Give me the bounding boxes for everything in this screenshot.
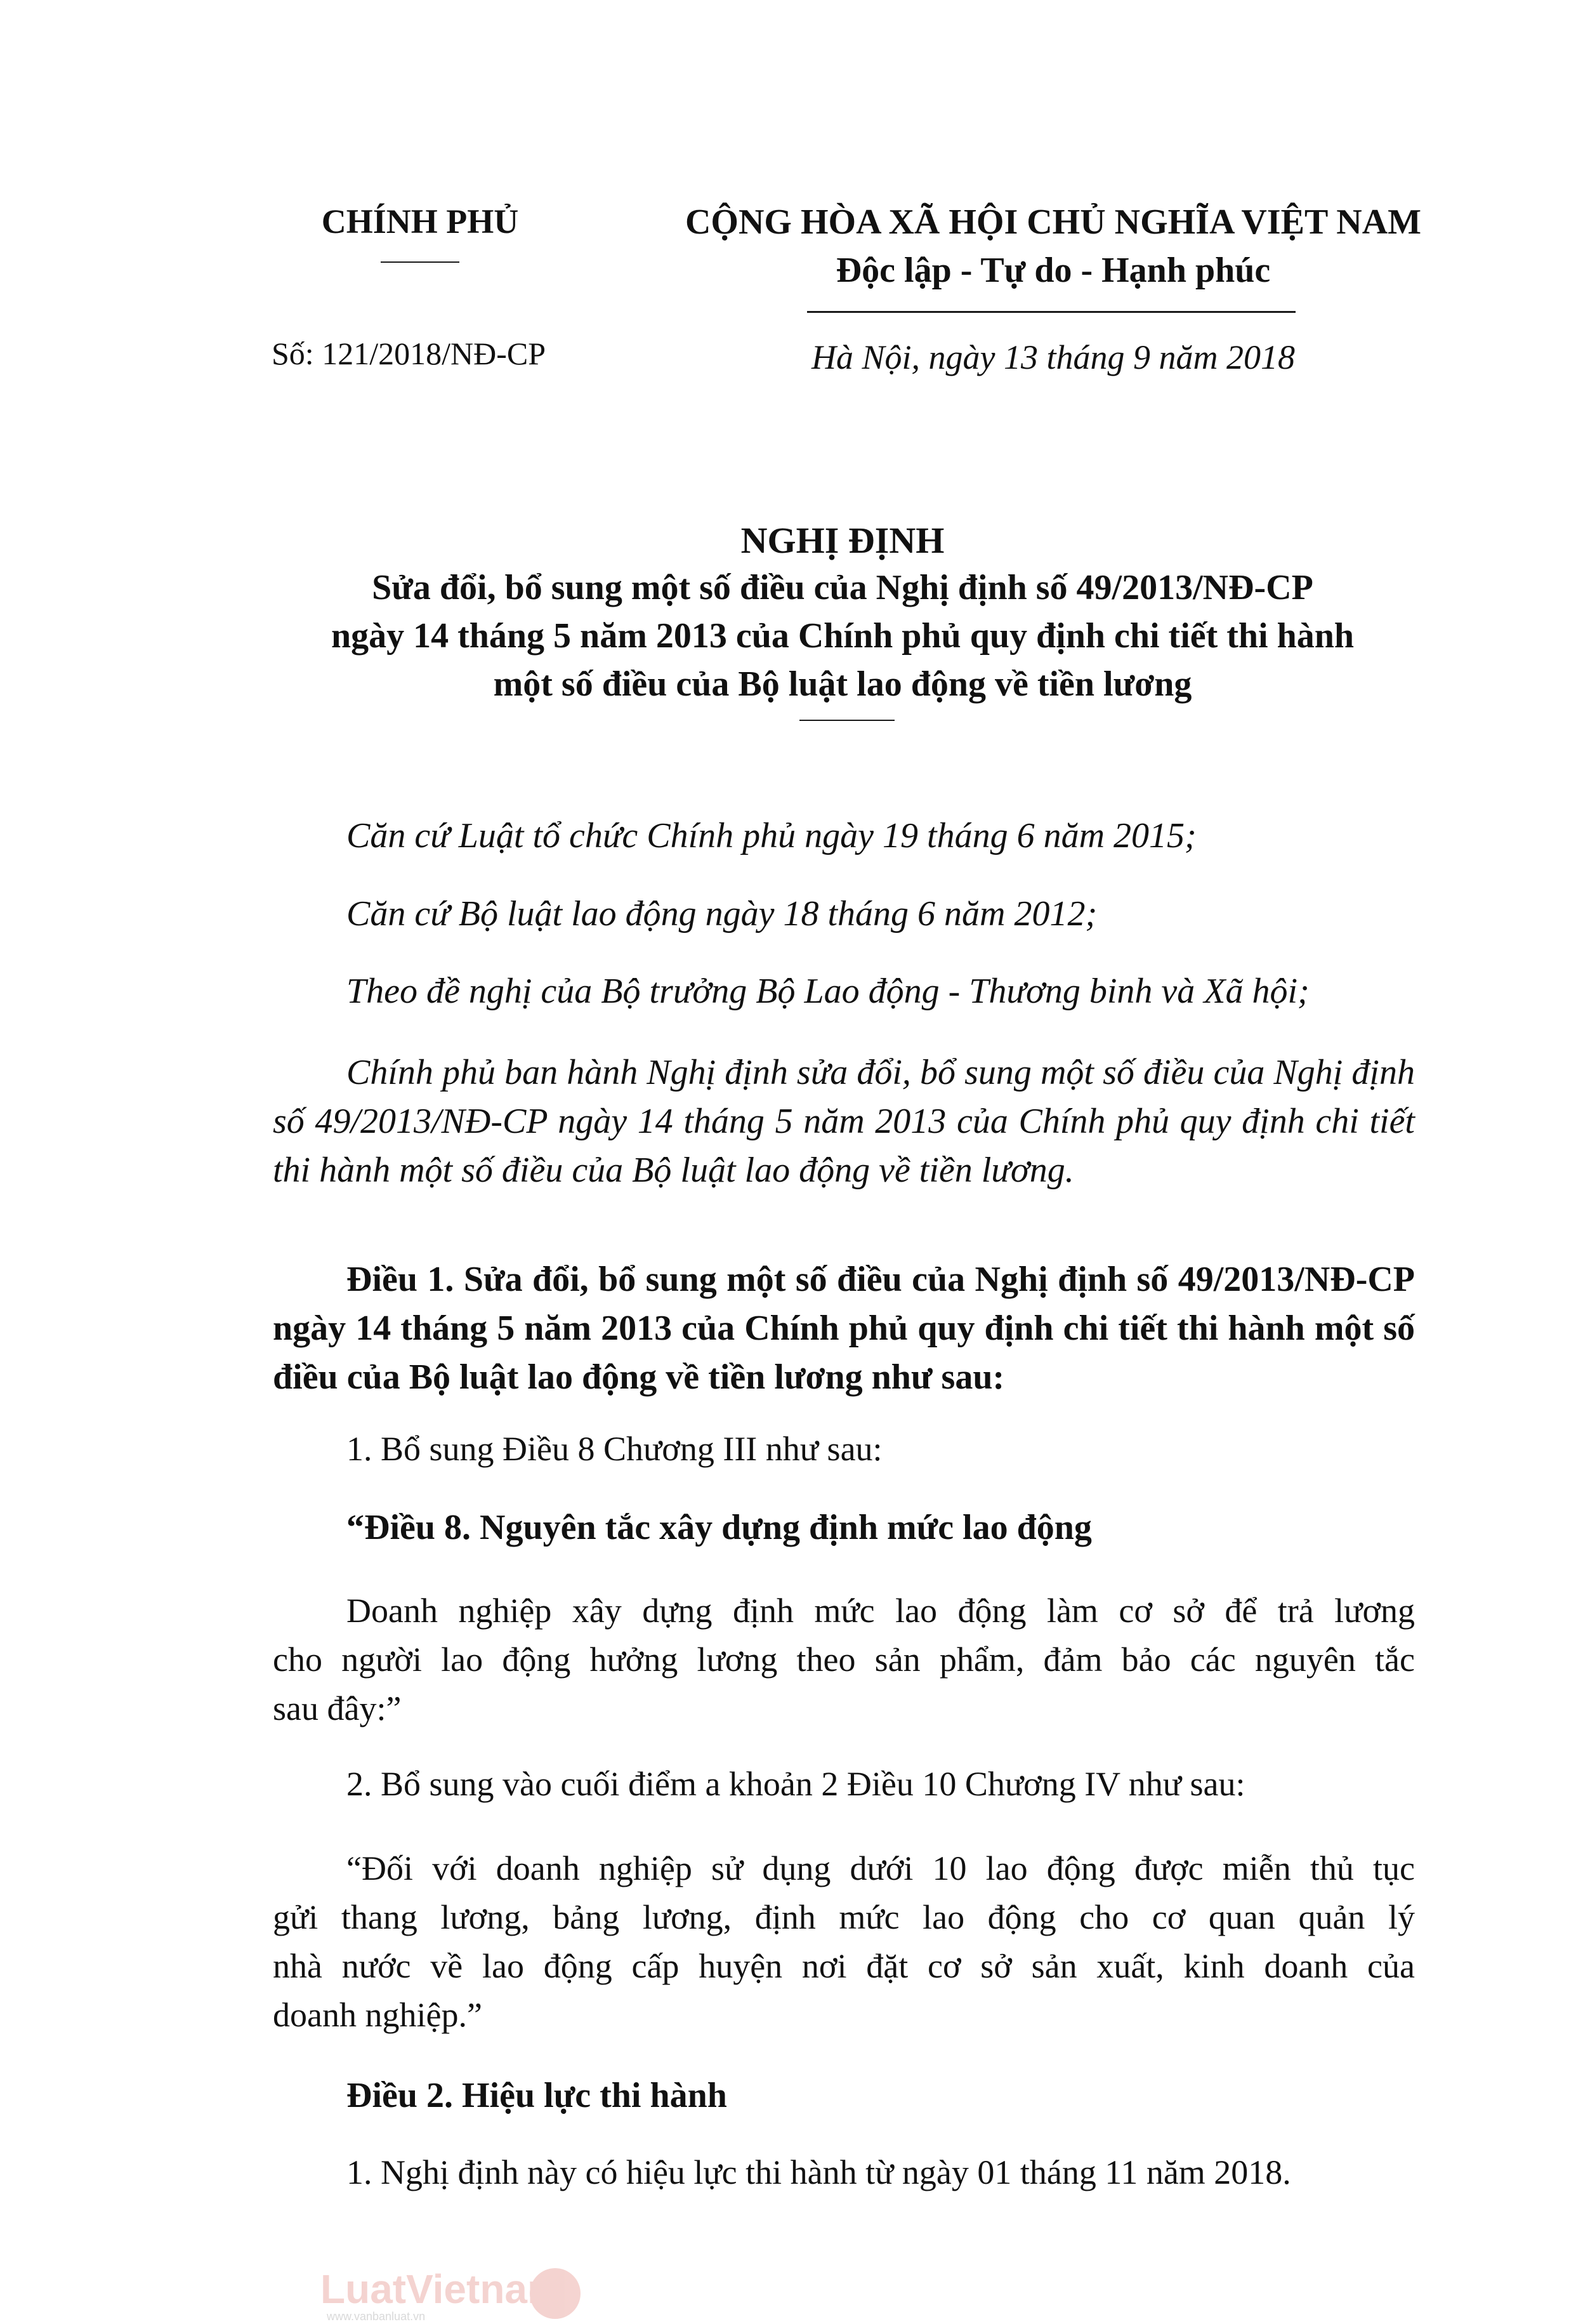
article-2-heading: Điều 2. Hiệu lực thi hành: [346, 2076, 727, 2115]
issuance-statement: [273, 1048, 1415, 1195]
quoted-line-1: “Đối với doanh nghiệp sử dụng dưới 10 lao động được miễn thủ tục: [346, 1849, 1415, 1887]
legal-basis-1: Căn cứ Luật tổ chức Chính phủ ngày 19 tháng 6 năm 2015;: [346, 816, 1197, 855]
article-2-item-1: 1. Nghị định này có hiệu lực thi hành từ ngày 01 tháng 11 năm 2018.: [346, 2153, 1291, 2191]
issuance-line-1: Chính phủ ban hành Nghị định sửa đổi, bổ sung một số điều của Nghị định: [346, 1053, 1415, 1092]
article-1-heading: [273, 1255, 1415, 1402]
issuing-authority: CHÍNH PHỦ: [321, 202, 519, 241]
watermark-url: www.vanbanluat.vn: [327, 2310, 426, 2323]
article-1-heading-line-1: Điều 1. Sửa đổi, bổ sung một số điều của Nghị định số 49/2013/NĐ-CP: [346, 1260, 1415, 1299]
title-underline: [799, 720, 895, 721]
issuance-line-2: số 49/2013/NĐ-CP ngày 14 tháng 5 năm 2013 của Chính phủ quy định chi tiết: [273, 1102, 1415, 1141]
title-line-1: Sửa đổi, bổ sung một số điều của Nghị định số 49/2013/NĐ-CP: [372, 568, 1313, 607]
proposal-line: Theo đề nghị của Bộ trưởng Bộ Lao động - Thương binh và Xã hội;: [346, 972, 1310, 1011]
document-type: NGHỊ ĐỊNH: [740, 520, 945, 561]
national-motto: Độc lập - Tự do - Hạnh phúc: [836, 251, 1271, 290]
article-1-heading-line-2: ngày 14 tháng 5 năm 2013 của Chính phủ quy định chi tiết thi hành một số: [273, 1309, 1415, 1348]
article-1-item-1: 1. Bổ sung Điều 8 Chương III như sau:: [346, 1430, 883, 1468]
legal-basis-2: Căn cứ Bộ luật lao động ngày 18 tháng 6 năm 2012;: [346, 894, 1098, 934]
article-8-body: [273, 1587, 1415, 1733]
document-number: Số: 121/2018/NĐ-CP: [272, 336, 546, 371]
watermark-logo: [320, 2266, 587, 2324]
quoted-provision: [273, 1844, 1415, 2040]
article-8-line-2: cho người lao động hưởng lương theo sản phẩm, đảm bảo các nguyên tắc: [273, 1641, 1415, 1679]
article-8-heading: “Điều 8. Nguyên tắc xây dựng định mức lao động: [346, 1508, 1092, 1547]
article-8-line-3: sau đây:”: [273, 1689, 402, 1727]
title-line-3: một số điều của Bộ luật lao động về tiền lương: [493, 664, 1192, 704]
quoted-line-4: doanh nghiệp.”: [273, 1996, 482, 2034]
authority-underline: [381, 261, 459, 263]
article-1-heading-line-3: điều của Bộ luật lao động về tiền lương như sau:: [273, 1357, 1005, 1397]
country-name: CỘNG HÒA XÃ HỘI CHỦ NGHĨA VIỆT NAM: [685, 202, 1422, 242]
motto-underline: [807, 311, 1296, 313]
watermark-badge-icon: [530, 2268, 581, 2319]
issuance-line-3: thi hành một số điều của Bộ luật lao động về tiền lương.: [273, 1151, 1074, 1190]
watermark-brand: LuatVietnam: [320, 2266, 563, 2312]
place-and-date: Hà Nội, ngày 13 tháng 9 năm 2018: [811, 338, 1295, 376]
quoted-line-2: gửi thang lương, bảng lương, định mức lao động cho cơ quan quản lý: [273, 1898, 1415, 1936]
article-8-line-1: Doanh nghiệp xây dựng định mức lao động làm cơ sở để trả lương: [346, 1592, 1415, 1630]
quoted-line-3: nhà nước về lao động cấp huyện nơi đặt cơ sở sản xuất, kinh doanh của: [273, 1947, 1415, 1985]
title-line-2: ngày 14 tháng 5 năm 2013 của Chính phủ quy định chi tiết thi hành: [331, 616, 1355, 656]
article-1-item-2: 2. Bổ sung vào cuối điểm a khoản 2 Điều 10 Chương IV như sau:: [346, 1765, 1245, 1803]
